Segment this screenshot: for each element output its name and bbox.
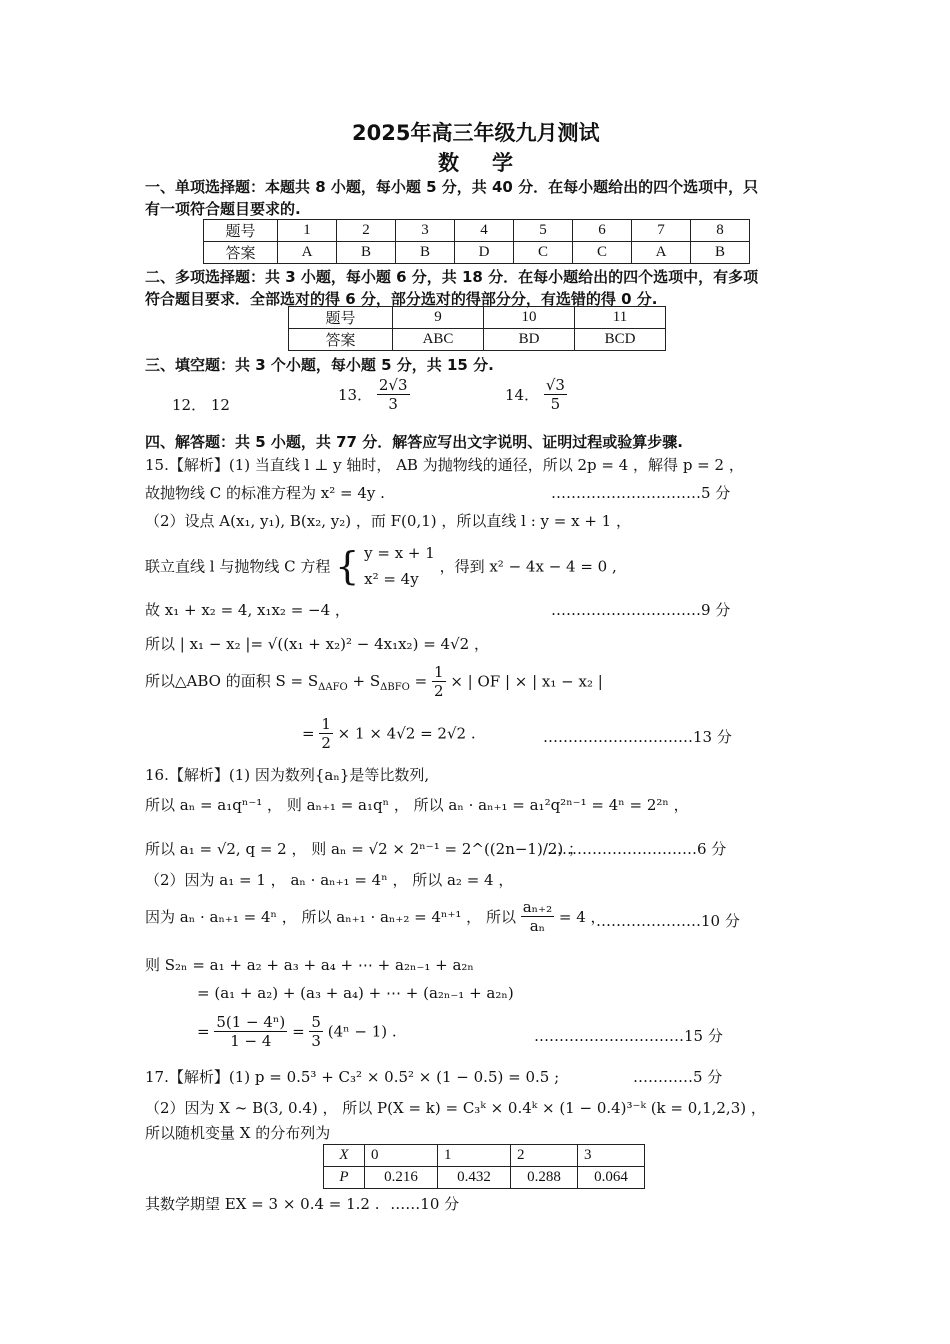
q16-line: = (a₁ + a₂) + (a₃ + a₄) + ⋯ + (a₂ₙ₋₁ + a₂ₙ): [197, 984, 514, 1002]
fraction-numerator: 1: [433, 663, 444, 681]
question-number: 11: [575, 307, 666, 329]
question-number: 2: [337, 220, 396, 242]
question-number: 1: [278, 220, 337, 242]
system-eq-1: y = x + 1: [364, 544, 435, 562]
q15-text: =: [302, 724, 320, 743]
question-number: 6: [573, 220, 632, 242]
section1-heading: 一、单项选择题：本题共 8 小题，每小题 5 分，共 40 分．在每小题给出的四个选项中，只: [145, 178, 759, 196]
q16-line: [145, 898, 606, 935]
section2-heading-cont: 符合题目要求．全部选对的得 6 分，部分选对的得部分分，有选错的得 0 分.: [145, 290, 658, 308]
q14-answer: [505, 376, 567, 413]
half-fraction: [432, 663, 446, 700]
q15-line: 故 x₁ + x₂ = 4, x₁x₂ = −4 ，: [145, 601, 350, 619]
table-header-cell: 2: [511, 1145, 578, 1167]
fraction-numerator: √3: [545, 376, 565, 394]
question-number: 5: [514, 220, 573, 242]
table-row: [289, 329, 666, 351]
q15-line: [302, 715, 476, 752]
answer-cell: B: [396, 242, 455, 264]
subject-title: 数 学: [438, 151, 519, 175]
q16-line: 16.【解析】(1) 因为数列{aₙ}是等比数列,: [145, 766, 430, 784]
fraction-numerator: aₙ₊₂: [522, 898, 553, 916]
q15-text: × 1 × 4√2 = 2√2 .: [337, 724, 476, 743]
answer-cell: BD: [484, 329, 575, 351]
section2-answer-table: [288, 306, 666, 351]
table-header-cell: 3: [578, 1145, 645, 1167]
question-number: 9: [393, 307, 484, 329]
question-number: 10: [484, 307, 575, 329]
q16-line: [197, 1013, 397, 1050]
q16-line: （2）因为 a₁ = 1 ， aₙ · aₙ₊₁ = 4ⁿ ， 所以 a₂ = 4 ，: [145, 871, 514, 889]
score-marker: …………………………6 分: [547, 840, 727, 858]
row-label: 答案: [289, 329, 393, 351]
answer-cell: C: [514, 242, 573, 264]
table-header-cell: 1: [438, 1145, 511, 1167]
question-number: 3: [396, 220, 455, 242]
q16-text: =: [197, 1022, 215, 1041]
q12-answer: [172, 394, 230, 415]
q13-answer: [338, 376, 410, 413]
answer-cell: B: [691, 242, 750, 264]
q17-text: 其数学期望 EX = 3 × 0.4 = 1.2 .: [145, 1195, 380, 1213]
coef-fraction: [309, 1013, 323, 1050]
section1-heading-cont: 有一项符合题目要求的.: [145, 200, 301, 218]
score-marker: …………………10 分: [596, 912, 740, 930]
page-title: 2025年高三年级九月测试: [352, 121, 600, 145]
fraction-denominator: 2: [433, 682, 444, 700]
q16-text: (4ⁿ − 1) .: [327, 1022, 397, 1041]
sum-fraction: [214, 1013, 287, 1050]
q12-value: 12: [210, 396, 230, 414]
fraction-denominator: 1 − 4: [230, 1032, 272, 1050]
row-label: 答案: [204, 242, 278, 264]
fraction-numerator: 2√3: [378, 376, 408, 394]
score-marker: …………5 分: [633, 1068, 723, 1086]
answer-cell: A: [632, 242, 691, 264]
fraction-numerator: 5(1 − 4ⁿ): [216, 1013, 286, 1031]
table-cell: 0.432: [438, 1167, 511, 1189]
fraction-numerator: 5: [311, 1013, 321, 1031]
q15-line: 所以 | x₁ − x₂ |= √((x₁ + x₂)² − 4x₁x₂) = 4√2 ，: [145, 635, 489, 653]
fraction-denominator: 3: [388, 395, 398, 413]
score-marker: …………………………13 分: [543, 728, 732, 746]
fraction-numerator: 1: [321, 715, 331, 733]
q15-line: 15.【解析】(1) 当直线 l ⊥ y 轴时， AB 为抛物线的通径，所以 2p = 4 ，解得 p = 2 ，: [145, 456, 744, 474]
distribution-table: [323, 1144, 645, 1189]
q13-fraction: [377, 376, 410, 413]
table-cell: 0.288: [511, 1167, 578, 1189]
score-marker: …………………………15 分: [534, 1027, 723, 1045]
q12-label: 12．: [172, 396, 207, 414]
table-cell: 0.216: [365, 1167, 438, 1189]
table-row: [289, 307, 666, 329]
answer-cell: ABC: [393, 329, 484, 351]
score-marker: …………………………5 分: [551, 484, 731, 502]
section4-heading: 四、解答题：共 5 小题，共 77 分．解答应写出文字说明、证明过程或验算步骤.: [145, 433, 683, 451]
answer-cell: C: [573, 242, 632, 264]
table-row: [324, 1167, 645, 1189]
table-row: [324, 1145, 645, 1167]
fraction-denominator: 5: [550, 395, 561, 413]
question-number: 4: [455, 220, 514, 242]
score-marker: ……10 分: [390, 1195, 460, 1213]
q15-line: [145, 540, 617, 592]
q15-text: × | OF | × | x₁ − x₂ |: [450, 672, 603, 691]
q16-line: 则 S₂ₙ = a₁ + a₂ + a₃ + a₄ + ⋯ + a₂ₙ₋₁ + a₂ₙ: [145, 956, 474, 974]
equation-system: [335, 540, 435, 592]
ratio-fraction: [521, 898, 554, 935]
q16-text: 因为 aₙ · aₙ₊₁ = 4ⁿ ， 所以 aₙ₊₁ · aₙ₊₂ = 4ⁿ⁺¹ ， 所以: [145, 908, 516, 926]
q15-line: [145, 663, 603, 700]
score-marker: …………………………9 分: [551, 601, 731, 619]
table-row: [204, 242, 750, 264]
q17-line: （2）因为 X ~ B(3, 0.4) ， 所以 P(X = k) = C₃ᵏ × 0.4ᵏ × (1 − 0.4)³⁻ᵏ (k = 0,1,2,3) ，: [145, 1099, 766, 1117]
answer-cell: BCD: [575, 329, 666, 351]
row-label: 题号: [204, 220, 278, 242]
answer-cell: B: [337, 242, 396, 264]
q17-line: [145, 1193, 459, 1214]
table-cell: P: [324, 1167, 365, 1189]
q14-label: 14．: [505, 386, 540, 404]
table-header-cell: X: [324, 1145, 365, 1167]
question-number: 8: [691, 220, 750, 242]
q15-text: 联立直线 l 与抛物线 C 方程: [145, 557, 331, 576]
q13-label: 13．: [338, 386, 373, 404]
q17-line: 所以随机变量 X 的分布列为: [145, 1124, 331, 1142]
fraction-denominator: 2: [321, 734, 331, 752]
row-label: 题号: [289, 307, 393, 329]
section2-heading: 二、多项选择题：共 3 小题，每小题 6 分，共 18 分．在每小题给出的四个选项中，有多项: [145, 268, 759, 286]
q15-text: 所以△ABO 的面积 $S = S_{\Delta AFO} + S_{\Delta BFO}$ =: [145, 672, 432, 693]
table-header-cell: 0: [365, 1145, 438, 1167]
q16-line: 所以 aₙ = a₁qⁿ⁻¹ ， 则 aₙ₊₁ = a₁qⁿ ， 所以 aₙ · aₙ₊₁ = a₁²q²ⁿ⁻¹ = 4ⁿ = 2²ⁿ ，: [145, 796, 689, 814]
fraction-denominator: aₙ: [529, 917, 546, 935]
left-brace-icon: {: [335, 544, 360, 588]
q15-text: ，得到 x² − 4x − 4 = 0 ,: [439, 557, 617, 576]
question-number: 7: [632, 220, 691, 242]
table-cell: 0.064: [578, 1167, 645, 1189]
system-eq-2: x² = 4y: [364, 570, 419, 588]
fraction-denominator: 3: [311, 1032, 321, 1050]
answer-cell: D: [455, 242, 514, 264]
section1-answer-table: [203, 219, 750, 264]
answer-cell: A: [278, 242, 337, 264]
q16-line: 所以 a₁ = √2, q = 2 ， 则 aₙ = √2 × 2ⁿ⁻¹ = 2^((2n−1)/2) ；: [145, 840, 584, 858]
q16-text: = 4 ，: [558, 908, 606, 926]
q17-line: 17.【解析】(1) p = 0.5³ + C₃² × 0.5² × (1 − 0.5) = 0.5 ;: [145, 1068, 560, 1086]
q16-text: =: [292, 1022, 310, 1041]
q15-line: 故抛物线 C 的标准方程为 x² = 4y .: [145, 484, 385, 502]
table-row: [204, 220, 750, 242]
half-fraction: [319, 715, 333, 752]
q15-line: （2）设点 A(x₁, y₁), B(x₂, y₂) ，而 F(0,1) ，所以直线 l : y = x + 1 ，: [145, 512, 631, 530]
section3-heading: 三、填空题：共 3 个小题，每小题 5 分，共 15 分.: [145, 356, 494, 374]
q14-fraction: [544, 376, 567, 413]
